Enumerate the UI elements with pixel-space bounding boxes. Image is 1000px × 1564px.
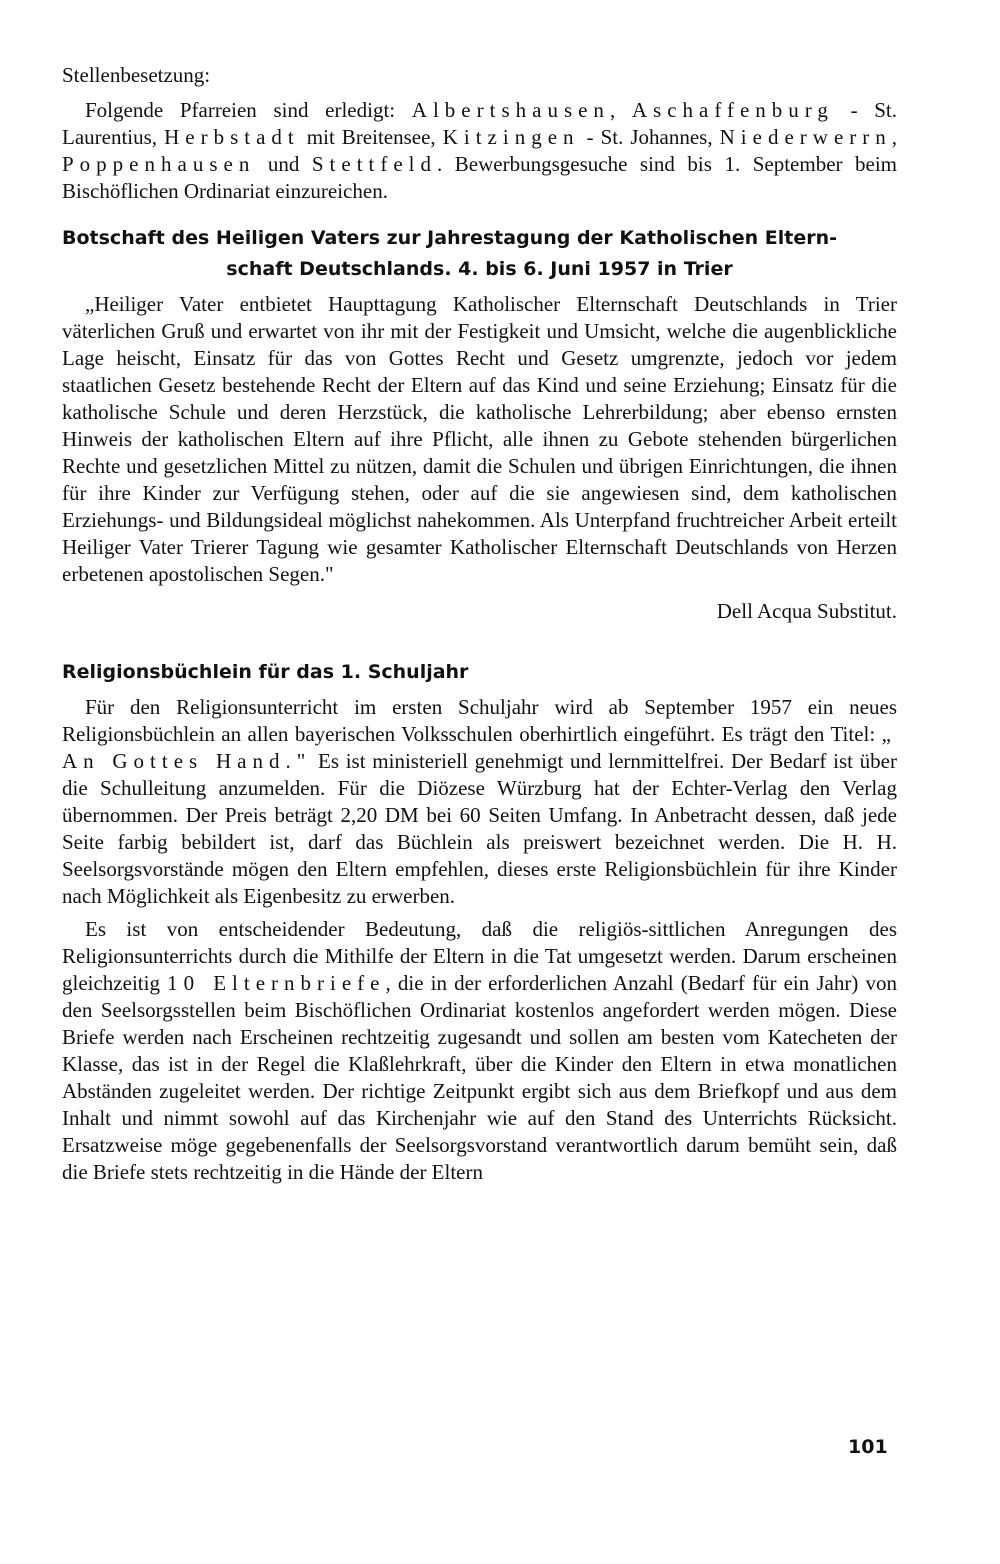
emphasized-text: 10 Elternbriefe [167,971,386,995]
parish-name: Niederwerrn [719,125,892,149]
heading-religionsbuechlein: Religionsbüchlein für das 1. Schuljahr [62,661,469,683]
spacer [62,205,897,223]
parish-name: Herbstadt [164,125,300,149]
text-run: Für den Religionsunterricht im ersten Schuljahr wird ab September 1957 ein neues Religionsbüchlein an allen bayerischen Volksschulen oberhirtlich eingeführt. Es trägt den Titel: [62,695,897,746]
text-run: , [891,125,897,149]
parish-name: Poppenhausen [62,152,256,176]
text-run: Es ist von entscheidender Bedeutung, daß die religiös-sittlichen Anregungen des Religionsunterrichts durch die Mithilfe der Eltern in die Tat umgesetzt werden. Darum erscheinen gleichzeitig [62,917,897,995]
text-run: , die in der erforderlichen Anzahl (Bedarf für ein Jahr) von den Seelsorgsstellen beim Bischöflichen Ordinariat kostenlos angefordert werden mögen. Diese Briefe werden nach Erscheinen rechtzeitig zugesandt und sollen am besten vom Katecheten der Klasse, das ist in der Regel die Klaßlehrkraft, über die Kinder den Eltern in etwa monatlichen Abständen zugeleitet werden. Der richtige Zeitpunkt ergibt sich aus dem Briefkopf und aus dem Inhalt und nimmt sowohl auf das Kirchenjahr wie auf den Stand des Unterrichts Rücksicht. Ersatzweise möge gegebenenfalls der Seelsorgsvorstand verantwortlich darum bemüht sein, daß die Briefe stets rechtzeitig in die Hände der Eltern [62,971,897,1184]
parish-name: Stettfeld [311,152,438,176]
book-title: „ An Gottes Hand." [62,722,897,773]
text-run: - St. Johannes, [579,125,720,149]
parish-name: Albertshausen [411,98,610,122]
religion-book-paragraph-2 [62,916,897,1186]
religion-book-paragraph-1 [62,694,897,910]
page-content [62,62,897,1186]
text-run: - St. Laurentius, [62,98,898,149]
text-run: Es ist ministeriell genehmigt und lernmittelfrei. Der Bedarf ist über die Schulleitung anzumelden. Für die Diözese Würzburg hat der Echter-Verlag den Verlag übernommen. Der Preis beträgt 2,20 DM bei 60 Seiten Umfang. In Anbetracht dessen, daß jede Seite farbig bebildert ist, darf das Büchlein als preiswert bezeichnet werden. Die H. H. Seelsorgsvorstände mögen den Eltern empfehlen, dieses erste Religionsbüchlein für ihre Kinder nach Möglichkeit als Eigenbesitz zu erwerben. [62,749,897,908]
papal-message-paragraph: „Heiliger Vater entbietet Haupttagung Katholischer Elternschaft Deutschlands in Trier väterlichen Gruß und erwartet von ihr mit der Festigkeit und Umsicht, welche die augenblickliche Lage heischt, Einsatz für das von Gottes Recht und Gesetz umgrenzte, jedoch vor jedem staatlichen Gesetz bestehende Recht der Eltern auf das Kind und seine Erziehung; Einsatz für die katholische Schule und deren Herzstück, die katholische Lehrerbildung; aber ebenso ernsten Hinweis der katholischen Eltern auf ihre Pflicht, alle ihnen zu Gebote stehenden bürgerlichen Rechte und gesetzlichen Mittel zu nützen, damit die Schulen und übrigen Einrichtungen, die ihnen für ihre Kinder zur Verfügung stehen, oder auf die sie angewiesen sind, dem katholischen Erziehungs- und Bildungsideal möglichst nahekommen. Als Unterpfand fruchtreicher Arbeit erteilt Heiliger Vater Trierer Tagung wie gesamter Katholischer Elternschaft Deutschlands von Herzen erbetenen apostolischen Segen." [62,292,897,586]
heading-botschaft-line2: schaft Deutschlands. 4. bis 6. Juni 1957 in Trier [226,258,733,280]
signature: Dell Acqua Substitut. [716,599,897,623]
vacancies-paragraph [62,97,897,205]
text-run: . Bewerbungsgesuche sind bis 1. September beim Bischöflichen Ordinariat einzureichen. [62,152,898,203]
text-run: Folgende Pfarreien sind erledigt: [85,98,412,122]
page-number: 101 [848,1436,888,1458]
text-run: , [609,98,632,122]
section-label-stellenbesetzung: Stellenbesetzung: [62,63,211,87]
parish-name: Aschaffenburg [631,98,834,122]
text-run: und [255,152,312,176]
spacer [62,625,897,657]
text-run: mit Breitensee, [299,125,443,149]
parish-name: Kitzingen [442,125,580,149]
heading-botschaft-line1: Botschaft des Heiligen Vaters zur Jahrestagung der Katholischen Eltern- [62,227,838,249]
